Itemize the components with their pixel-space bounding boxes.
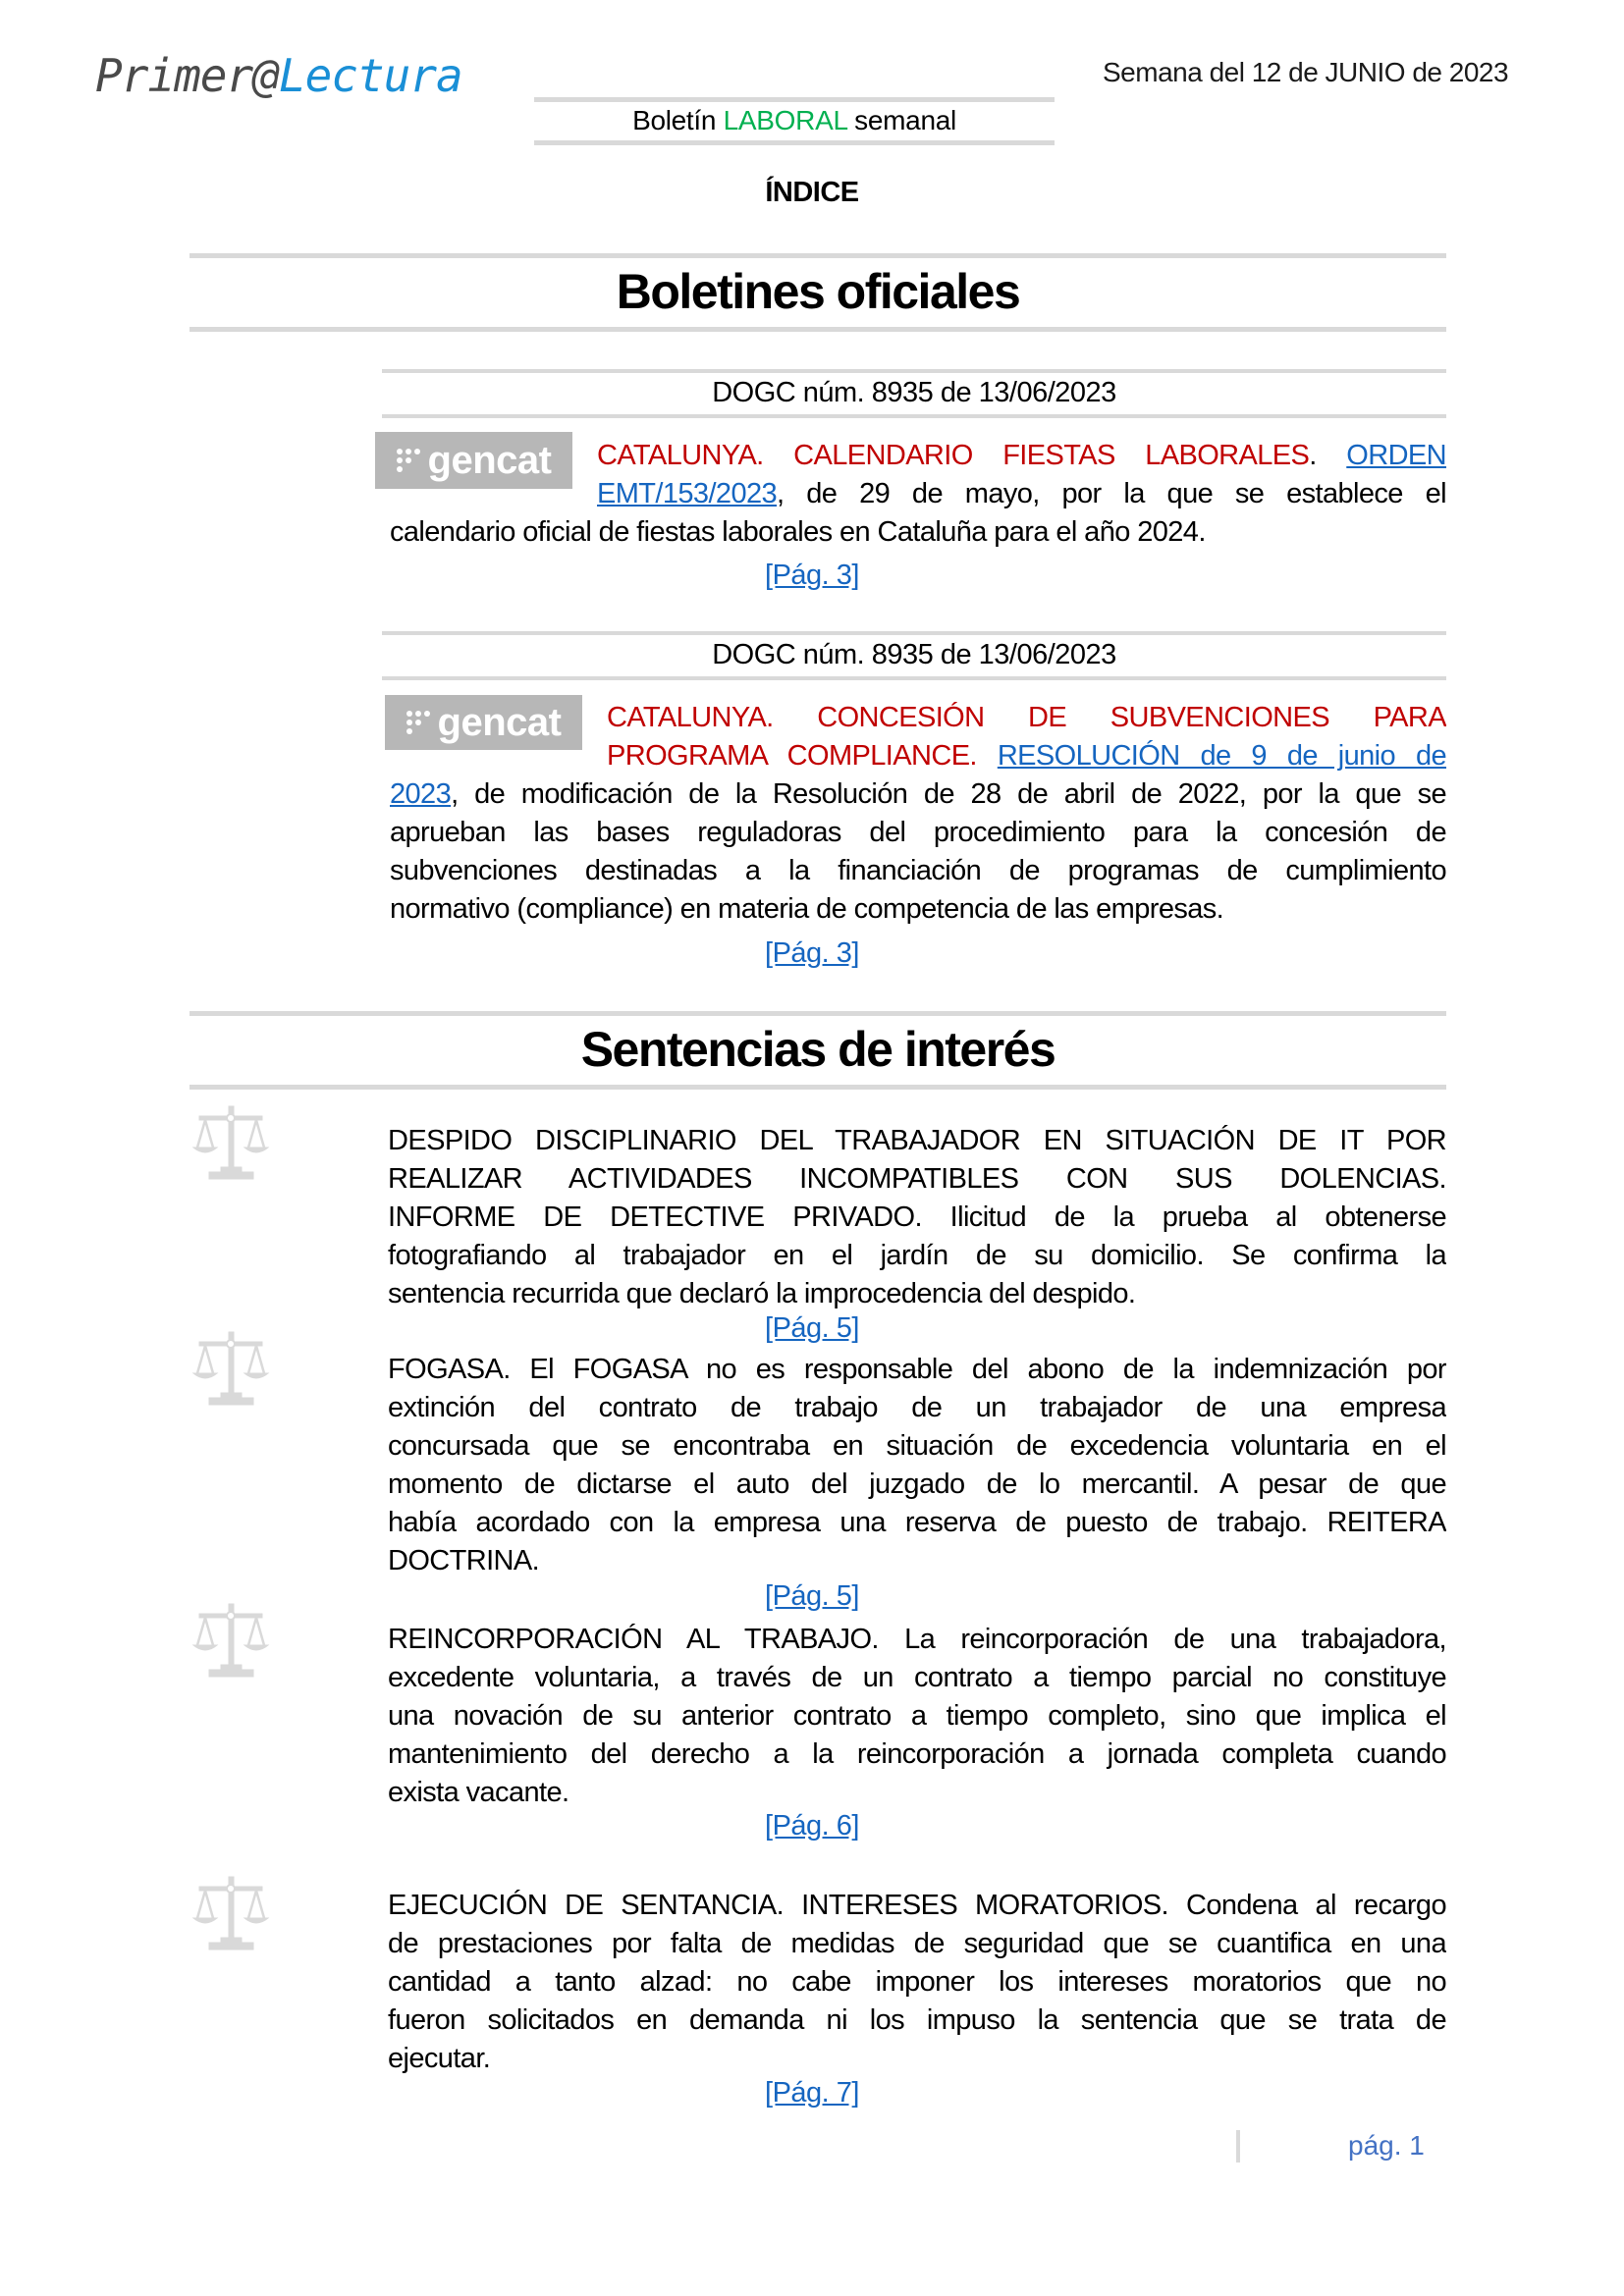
page-link[interactable]: [Pág. 5]: [765, 1312, 859, 1344]
index-title: ÍNDICE: [765, 177, 859, 208]
sentencia-line: [388, 1275, 1135, 1313]
sentencia-line: [388, 1963, 1446, 2002]
section-divider-top: [189, 1011, 1446, 1016]
bulletin-entry-line: [607, 699, 1446, 737]
sentencia-heading: REALIZAR ACTIVIDADES INCOMPATIBLES CON SUS DOLENCIAS: [388, 1163, 1439, 1195]
bulletin-entry-line: [390, 814, 1446, 852]
sentencia-line: [388, 1504, 1446, 1542]
scale-of-justice-icon: [191, 1602, 270, 1681]
sentencia-line: [388, 1542, 539, 1580]
bulletin-entry-line: [597, 437, 1446, 475]
sentencia-line: [388, 1351, 1446, 1389]
sentencia-line: [388, 1466, 1446, 1504]
header-divider-bottom: [534, 140, 1055, 145]
sentencia-text: de prestaciones por falta de medidas de seguridad que se cuantifica en una: [388, 1928, 1446, 1959]
sentencia-line: [388, 1427, 1446, 1466]
sentencia-line: [388, 1774, 568, 1812]
entry-text: , de 29 de mayo, por la que se establece el: [777, 478, 1446, 509]
scale-of-justice-icon: [191, 1875, 270, 1953]
section-divider-bottom: [189, 327, 1446, 332]
bulletin-entry-line: [607, 737, 1446, 775]
gencat-dots-icon: [406, 711, 430, 734]
page-reference: [0, 560, 1624, 592]
bulletin-prefix: Boletín: [632, 105, 717, 135]
entry-title: CATALUNYA. CONCESIÓN DE SUBVENCIONES PARA: [607, 702, 1446, 733]
sentencia-line: [388, 1735, 1446, 1774]
sentencia-text: . El FOGASA no es responsable del abono de la indemnización por: [503, 1354, 1446, 1385]
week-label: Semana del 12 de JUNIO de 2023: [1103, 57, 1509, 87]
bulletin-subtitle: [534, 101, 1055, 140]
sentencia-heading: INFORME DE DETECTIVE PRIVADO: [388, 1201, 915, 1233]
entry-link[interactable]: EMT/153/2023: [597, 478, 778, 509]
sentencia-line: [388, 2002, 1446, 2040]
sentencia-text: exista vacante.: [388, 1777, 569, 1808]
section-title-sentencias: Sentencias de interés: [580, 1022, 1056, 1077]
page-link[interactable]: [Pág. 5]: [765, 1580, 859, 1612]
dogc-divider-top: [382, 631, 1446, 635]
page-link[interactable]: [Pág. 3]: [765, 560, 859, 591]
sentencia-line: [388, 1160, 1446, 1199]
sentencia-text: cantidad a tanto alzad: no cabe imponer los intereses moratorios que no: [388, 1966, 1446, 1998]
sentencia-text: había acordado con la empresa una reserva de puesto de trabajo.: [388, 1507, 1327, 1538]
bulletin-highlight: LABORAL: [723, 105, 847, 135]
sentencia-text: sentencia recurrida que declaró la improcedencia del despido.: [388, 1278, 1136, 1309]
entry-link[interactable]: ORDEN: [1346, 440, 1446, 471]
page-reference: [0, 2077, 1624, 2109]
dogc-divider-bottom: [382, 414, 1446, 418]
bulletin-entry-line: [390, 890, 1223, 929]
page-link[interactable]: [Pág. 7]: [765, 2077, 859, 2109]
sentencia-text: La reincorporación de una trabajadora,: [878, 1624, 1446, 1655]
page-reference: [0, 1810, 1624, 1842]
sentencia-line: [388, 1925, 1446, 1963]
sentencia-heading: FOGASA: [388, 1354, 504, 1385]
page-link[interactable]: [Pág. 6]: [765, 1810, 859, 1842]
gencat-dots-icon: [397, 449, 420, 472]
entry-text: calendario oficial de fiestas laborales en Cataluña para el año 2024.: [390, 516, 1206, 548]
page-reference: [0, 937, 1624, 970]
sentencia-text: concursada que se encontraba en situación de excedencia voluntaria en el: [388, 1430, 1446, 1462]
sentencia-line: [388, 1199, 1446, 1237]
entry-text: , de modificación de la Resolución de 28 de abril de 2022, por la que se: [451, 778, 1446, 810]
sentencia-line: [388, 1887, 1446, 1925]
sentencia-text: fotografiando al trabajador en el jardín de su domicilio. Se confirma la: [388, 1240, 1446, 1271]
entry-text: normativo (compliance) en materia de competencia de las empresas.: [390, 893, 1224, 925]
scale-of-justice-icon: [191, 1104, 270, 1183]
entry-title: PROGRAMA COMPLIANCE.: [607, 740, 977, 772]
bulletin-entry-line: [390, 513, 1206, 552]
sentencia-heading: DESPIDO DISCIPLINARIO DEL TRABAJADOR EN SITUACIÓN DE IT POR: [388, 1125, 1446, 1156]
entry-link[interactable]: RESOLUCIÓN de 9 de junio de: [997, 740, 1446, 772]
sentencia-heading: EJECUCIÓN DE SENTANCIA. INTERESES MORATORIOS.: [388, 1890, 1169, 1921]
sentencia-line: [388, 1237, 1446, 1275]
sentencia-line: [388, 1621, 1446, 1659]
dogc-divider-top: [382, 369, 1446, 373]
sentencia-text: ejecutar.: [388, 2043, 491, 2074]
section-divider-top: [189, 253, 1446, 258]
sentencia-text: momento de dictarse el auto del juzgado de lo mercantil. A pesar de que: [388, 1468, 1446, 1500]
bulletin-entry-line: [390, 852, 1446, 890]
sentencia-text: mantenimiento del derecho a la reincorporación a jornada completa cuando: [388, 1738, 1446, 1770]
sentencia-line: [388, 1697, 1446, 1735]
logo-text-lectura: Lectura: [278, 49, 462, 102]
dogc-source: DOGC núm. 8935 de 13/06/2023: [712, 377, 1116, 408]
gencat-logo-text: gencat: [437, 700, 562, 744]
sentencia-text: excedente voluntaria, a través de un contrato a tiempo parcial no constituye: [388, 1662, 1446, 1693]
gencat-logo: [375, 432, 572, 489]
sentencia-heading: REINCORPORACIÓN AL TRABAJO.: [388, 1624, 879, 1655]
sentencia-text: . Ilicitud de la prueba al obtenerse: [914, 1201, 1446, 1233]
sentencia-heading: REITERA: [1326, 1507, 1446, 1538]
bulletin-entry-line: [390, 775, 1446, 814]
bulletin-entry-line: [597, 475, 1446, 513]
sentencia-line: [388, 1389, 1446, 1427]
footer-page-number: pág. 1: [1348, 2130, 1425, 2161]
sentencia-text: fueron solicitados en demanda ni los impuso la sentencia que se trata de: [388, 2004, 1446, 2036]
entry-link[interactable]: 2023: [390, 778, 452, 810]
sentencia-text: extinción del contrato de trabajo de un trabajador de una empresa: [388, 1392, 1446, 1423]
bulletin-suffix: semanal: [854, 105, 956, 135]
sentencia-text: Condena al recargo: [1168, 1890, 1446, 1921]
gencat-logo-text: gencat: [427, 438, 552, 482]
page-link[interactable]: [Pág. 3]: [765, 937, 859, 969]
primera-lectura-logo: [95, 49, 462, 102]
entry-separator: .: [1309, 440, 1317, 471]
entry-text: aprueban las bases reguladoras del procedimiento para la concesión de: [390, 817, 1446, 848]
sentencia-line: [388, 2040, 490, 2078]
dogc-source: DOGC núm. 8935 de 13/06/2023: [712, 639, 1116, 670]
entry-text: subvenciones destinadas a la financiación de programas de cumplimiento: [390, 855, 1446, 886]
gencat-logo: [385, 695, 582, 750]
sentencia-text: .: [1438, 1163, 1446, 1195]
entry-title: CATALUNYA. CALENDARIO FIESTAS LABORALES: [597, 440, 1310, 471]
sentencia-line: [388, 1659, 1446, 1697]
section-title-boletines: Boletines oficiales: [616, 264, 1020, 319]
sentencia-heading: DOCTRINA.: [388, 1545, 540, 1576]
dogc-divider-bottom: [382, 676, 1446, 680]
footer-divider: [1236, 2130, 1240, 2163]
logo-text-primer: Primer@: [95, 49, 279, 102]
sentencia-text: una novación de su anterior contrato a tiempo completo, sino que implica el: [388, 1700, 1446, 1732]
section-divider-bottom: [189, 1085, 1446, 1090]
scale-of-justice-icon: [191, 1330, 270, 1409]
sentencia-line: [388, 1122, 1446, 1160]
